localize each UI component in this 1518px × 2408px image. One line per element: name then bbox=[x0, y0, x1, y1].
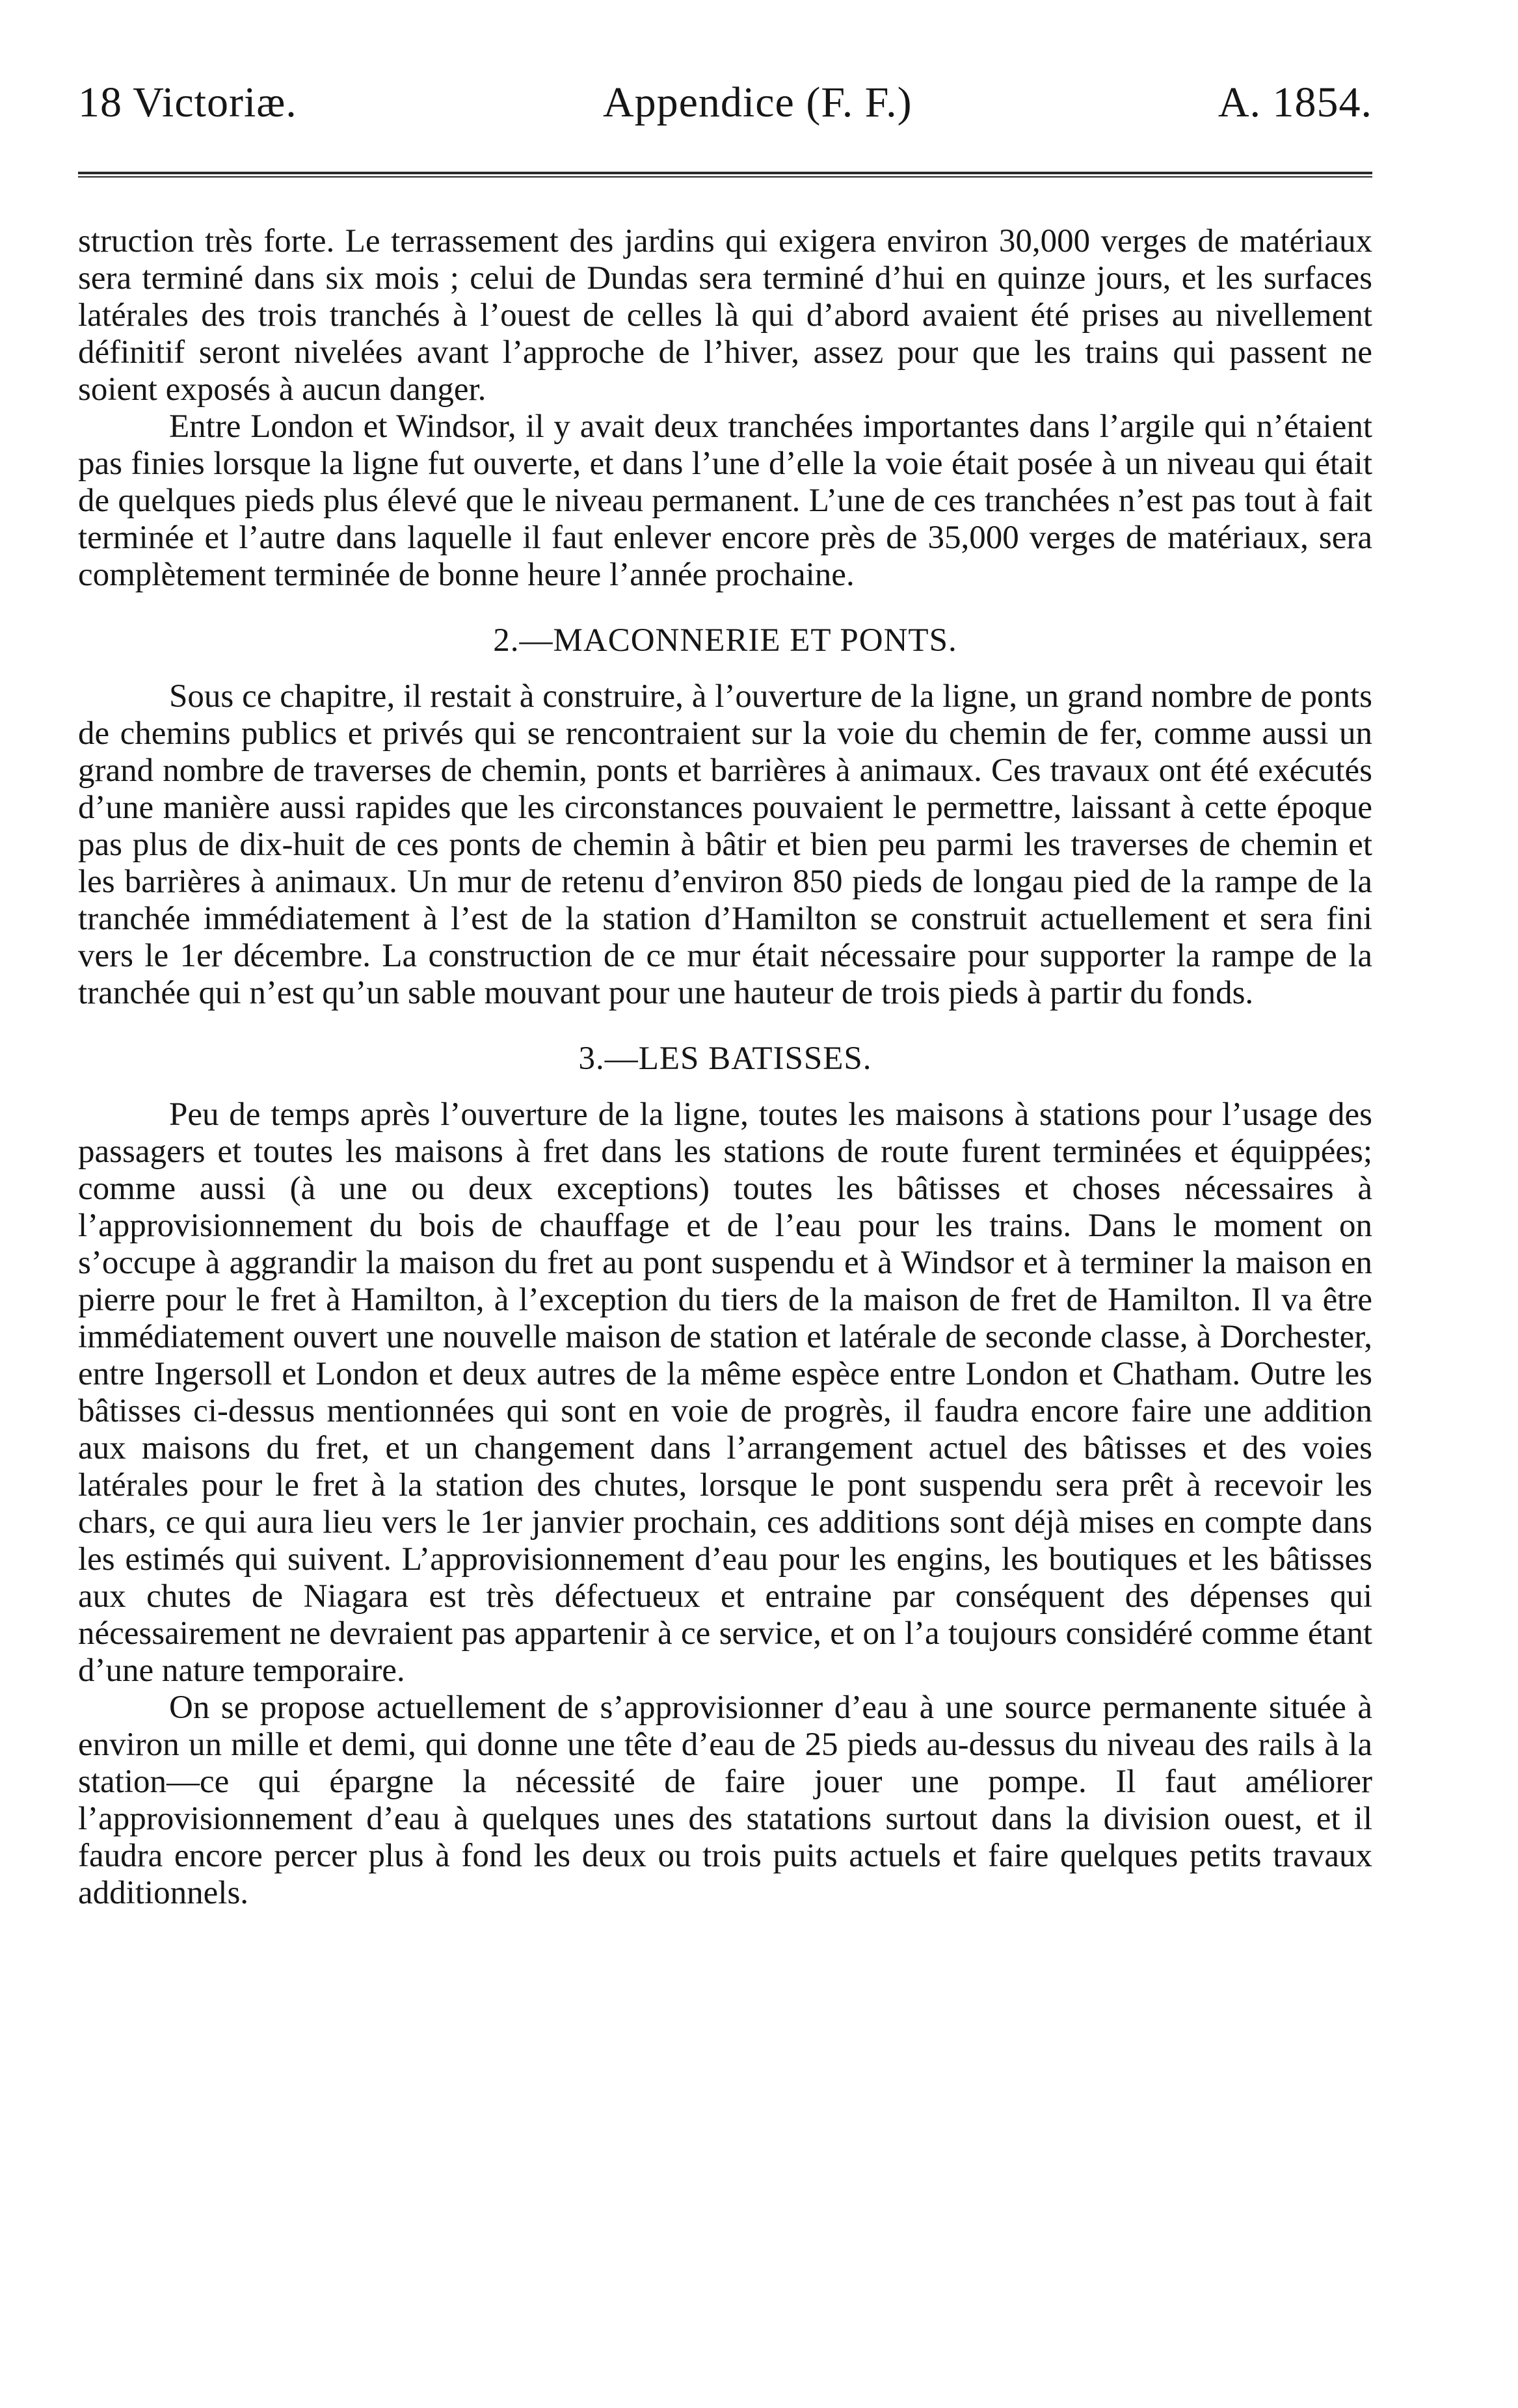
header-session: 18 Victoriæ. bbox=[78, 79, 297, 126]
header-title: Appendice (F. F.) bbox=[602, 79, 912, 126]
page-header bbox=[78, 78, 1372, 163]
document-body bbox=[78, 223, 1372, 1912]
document-page bbox=[78, 78, 1372, 1912]
section-heading-batisses: 3.—LES BATISSES. bbox=[578, 1040, 872, 1077]
paragraph-eau: On se propose actuellement de s’approvisionner d’eau à une source permanente située à environ un mille et demi, qui donne une tête d’eau de 25 pieds au-dessus du niveau des rails à la station—ce qui épargne la nécessité de faire jouer une pompe. Il faut améliorer l’approvisionnement d’eau à quelques unes des statations surtout dans la division ouest, et il faudra encore percer plus à fond les deux ou trois puits actuels et faire quelques petits travaux additionnels. bbox=[78, 1689, 1372, 1911]
paragraph-batisses: Peu de temps après l’ouverture de la ligne, toutes les maisons à stations pour l’usage des passagers et toutes les maisons à fret dans les stations de route furent terminées et équippées; comme aussi (à une ou deux exceptions) toutes les bâtisses et choses nécessaires à l’approvisionnement du bois de chauffage et de l’eau pour les trains. Dans le moment on s’occupe à aggrandir la maison du fret au pont suspendu et à Windsor et à terminer la maison en pierre pour le fret à Hamilton, à l’exception du tiers de la maison de fret de Hamilton. Il va être immédiatement ouvert une nouvelle maison de station et latérale de seconde classe, à Dorchester, entre Ingersoll et London et deux autres de la même espèce entre London et Chatham. Outre les bâtisses ci-dessus mentionnées qui sont en voie de progrès, il faudra encore faire une addition aux maisons du fret, et un changement dans l’arrangement actuel des bâtisses et des voies latérales pour le fret à la station des chutes, lorsque le pont suspendu sera prêt à recevoir les chars, ce qui aura lieu vers le 1er janvier prochain, ces additions sont déjà mises en compte dans les estimés qui suivent. L’approvisionnement d’eau pour les engins, les boutiques et les bâtisses aux chutes de Niagara est très défectueux et entraine par conséquent des dépenses qui nécessairement ne devraient pas appartenir à ce service, et on l’a toujours considéré comme étant d’une nature temporaire. bbox=[78, 1096, 1372, 1689]
paragraph-continuation: struction très forte. Le terrassement des jardins qui exigera environ 30,000 verges de matériaux sera terminé dans six mois ; celui de Dundas sera terminé d’hui en quinze jours, et les surfaces latérales des trois tranchés à l’ouest de celles là qui d’abord avaient été prises au nivellement définitif seront nivelées avant l’approche de l’hiver, assez pour que les trains qui passent ne soient exposés à aucun danger. bbox=[78, 223, 1372, 408]
header-year: A. 1854. bbox=[1218, 79, 1372, 126]
section-heading-maconnerie: 2.—MACONNERIE ET PONTS. bbox=[493, 622, 957, 659]
paragraph-maconnerie: Sous ce chapitre, il restait à construire, à l’ouverture de la ligne, un grand nombre de ponts de chemins publics et privés qui se rencontraient sur la voie du chemin de fer, comme aussi un grand nombre de traverses de chemin, ponts et barrières à animaux. Ces travaux ont été exécutés d’une manière aussi rapides que les circonstances pouvaient le permettre, laissant à cette époque pas plus de dix-huit de ces ponts de chemin à bâtir et bien peu parmi les traverses de chemin et les barrières à animaux. Un mur de retenu d’environ 850 pieds de longau pied de la rampe de la tranchée immédiatement à l’est de la station d’Hamilton se construit actuellement et sera fini vers le 1er décembre. La construction de ce mur était nécessaire pour supporter la rampe de la tranchée qui n’est qu’un sable mouvant pour une hauteur de trois pieds à partir du fonds. bbox=[78, 678, 1372, 1011]
header-rule bbox=[78, 172, 1372, 178]
paragraph-london-windsor: Entre London et Windsor, il y avait deux tranchées importantes dans l’argile qui n’étaient pas finies lorsque la ligne fut ouverte, et dans l’une d’elle la voie était posée à un niveau qui était de quelques pieds plus élevé que le niveau permanent. L’une de ces tranchées n’est pas tout à fait terminée et l’autre dans laquelle il faut enlever encore près de 35,000 verges de matériaux, sera complètement terminée de bonne heure l’année prochaine. bbox=[78, 408, 1372, 593]
